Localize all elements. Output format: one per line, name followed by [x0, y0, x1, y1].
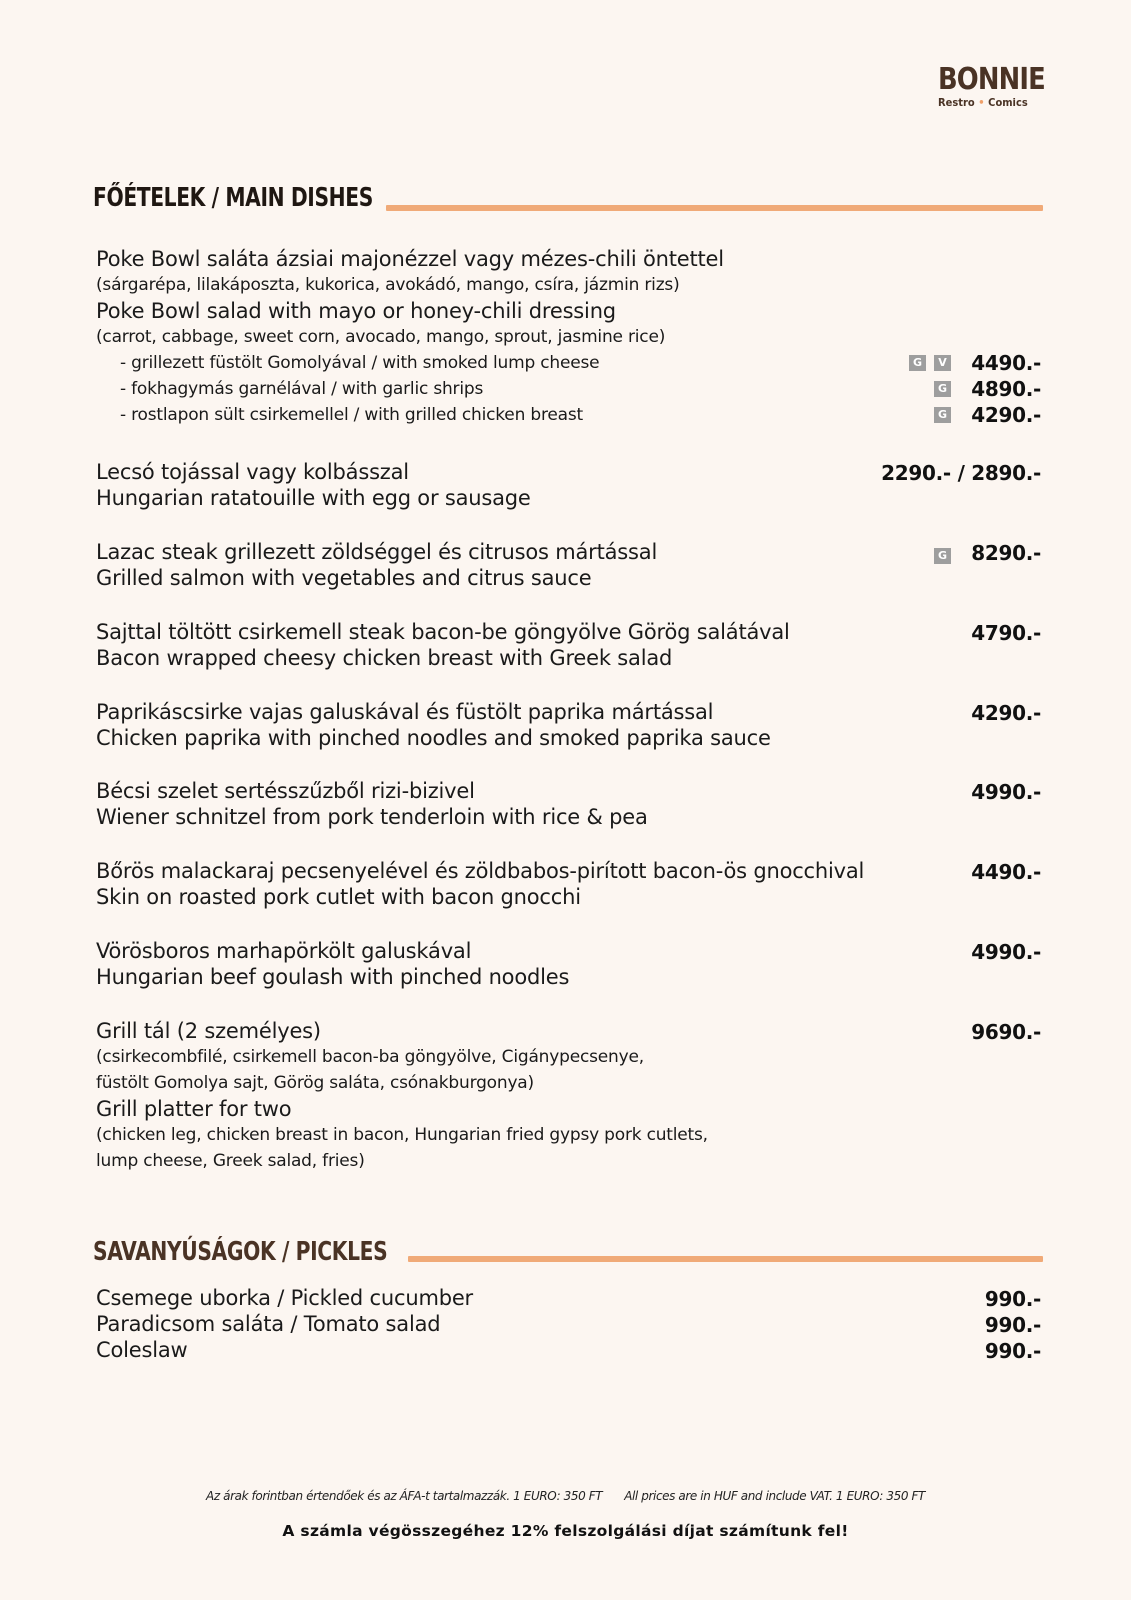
poke-option [96, 350, 1041, 376]
price: 4290.- [971, 403, 1041, 427]
price: 4290.- [971, 701, 1041, 725]
section-rule [386, 205, 1043, 211]
main-dishes-header [93, 183, 1038, 223]
dish-name-hu: Bécsi szelet sertésszűzből rizi-bizivel [96, 779, 475, 803]
price: 4490.- [971, 351, 1041, 375]
dish-name-en: Skin on roasted pork cutlet with bacon gnocchi [96, 885, 581, 909]
dish-name-en: Hungarian ratatouille with egg or sausage [96, 486, 531, 510]
diet-badges [909, 355, 951, 371]
dish-desc-en: (chicken leg, chicken breast in bacon, Hungarian fried gypsy pork cutlets, [96, 1125, 708, 1145]
menu-item [96, 459, 1041, 511]
dish-desc-hu: (csirkecombfilé, csirkemell bacon-ba göngyölve, Cigánypecsenye, [96, 1047, 644, 1067]
dish-name-hu: Sajttal töltött csirkemell steak bacon-be göngyölve Görög salátával [96, 620, 790, 644]
poke-option [96, 402, 1041, 428]
menu-item [96, 619, 1041, 671]
menu-item-grill-platter [96, 1018, 1041, 1174]
diet-badges [934, 407, 951, 423]
dish-name-hu: Poke Bowl saláta ázsiai majonézzel vagy mézes-chili öntettel [96, 247, 724, 271]
menu-item [96, 778, 1041, 830]
service-charge-note: A számla végösszegéhez 12% felszolgálási díjat számítunk fel! [282, 1522, 849, 1540]
price: 990.- [984, 1287, 1041, 1311]
price-note-en: All prices are in HUF and include VAT. 1 EURO: 350 FT [624, 1489, 925, 1503]
pickles-title: SAVANYÚSÁGOK / PICKLES [93, 1237, 388, 1267]
logo [938, 62, 1045, 109]
dish-desc-hu: füstölt Gomolya sajt, Görög saláta, csónakburgonya) [96, 1073, 534, 1093]
pickles-list [96, 1285, 1041, 1363]
price: 4490.- [971, 860, 1041, 884]
dish-name-en: Hungarian beef goulash with pinched noodles [96, 965, 570, 989]
logo-dot-icon: • [978, 96, 985, 109]
poke-option-text: - grillezett füstölt Gomolyával / with smoked lump cheese [120, 353, 600, 373]
dish-name-en: Grill platter for two [96, 1097, 292, 1121]
price: 8290.- [971, 541, 1041, 565]
dish-name-hu: Lecsó tojással vagy kolbásszal [96, 460, 409, 484]
price: 4890.- [971, 377, 1041, 401]
menu-item [96, 539, 1041, 591]
gluten-free-badge: G [934, 407, 951, 423]
list-item [96, 1285, 1041, 1311]
dish-desc-en: lump cheese, Greek salad, fries) [96, 1151, 365, 1171]
price-note [0, 1489, 1131, 1503]
logo-sub-left: Restro [938, 96, 975, 109]
dish-name-en: Chicken paprika with pinched noodles and smoked paprika sauce [96, 726, 771, 750]
diet-badges [934, 548, 951, 564]
pickle-name: Paradicsom saláta / Tomato salad [96, 1312, 441, 1336]
poke-option-text: - rostlapon sült csirkemellel / with grilled chicken breast [120, 405, 583, 425]
menu-item-poke-bowl [96, 246, 1041, 428]
menu-item [96, 858, 1041, 910]
price-note-hu: Az árak forintban értendőek és az ÁFA-t tartalmazzák. 1 EURO: 350 FT [206, 1489, 603, 1503]
dish-desc-hu: (sárgarépa, lilakáposzta, kukorica, avokádó, mango, csíra, jázmin rizs) [96, 275, 680, 295]
list-item [96, 1337, 1041, 1363]
price: 4790.- [971, 621, 1041, 645]
menu-item [96, 938, 1041, 990]
dish-name-en: Wiener schnitzel from pork tenderloin with rice & pea [96, 805, 648, 829]
gluten-free-badge: G [909, 355, 926, 371]
gluten-free-badge: G [934, 381, 951, 397]
logo-subtitle [938, 96, 1028, 109]
price: 2290.- / 2890.- [881, 461, 1041, 485]
dish-name-hu: Bőrös malackaraj pecsenyelével és zöldbabos-pirított bacon-ös gnocchival [96, 859, 865, 883]
dish-name-en: Poke Bowl salad with mayo or honey-chili dressing [96, 299, 616, 323]
gluten-free-badge: G [934, 548, 951, 564]
diet-badges [934, 381, 951, 397]
dish-name-hu: Lazac steak grillezett zöldséggel és citrusos mártással [96, 540, 658, 564]
poke-option-text: - fokhagymás garnélával / with garlic shrips [120, 379, 484, 399]
section-rule [408, 1256, 1043, 1262]
menu-item [96, 699, 1041, 751]
list-item [96, 1311, 1041, 1337]
price: 4990.- [971, 940, 1041, 964]
price: 990.- [984, 1313, 1041, 1337]
price: 990.- [984, 1339, 1041, 1363]
dish-name-hu: Grill tál (2 személyes) [96, 1019, 321, 1043]
poke-option [96, 376, 1041, 402]
pickles-header [93, 1237, 1038, 1277]
dish-name-hu: Paprikáscsirke vajas galuskával és füstölt paprika mártással [96, 700, 714, 724]
price: 4990.- [971, 780, 1041, 804]
dish-name-en: Grilled salmon with vegetables and citrus sauce [96, 566, 592, 590]
dish-desc-en: (carrot, cabbage, sweet corn, avocado, mango, sprout, jasmine rice) [96, 327, 666, 347]
pickle-name: Csemege uborka / Pickled cucumber [96, 1286, 473, 1310]
dish-name-hu: Vörösboros marhapörkölt galuskával [96, 939, 472, 963]
logo-name: BONNIE [938, 62, 1045, 97]
price: 9690.- [971, 1020, 1041, 1044]
vegetarian-badge: V [934, 355, 951, 371]
dish-name-en: Bacon wrapped cheesy chicken breast with Greek salad [96, 646, 673, 670]
logo-sub-right: Comics [988, 96, 1028, 109]
pickle-name: Coleslaw [96, 1338, 188, 1362]
main-dishes-title: FŐÉTELEK / MAIN DISHES [93, 183, 373, 213]
